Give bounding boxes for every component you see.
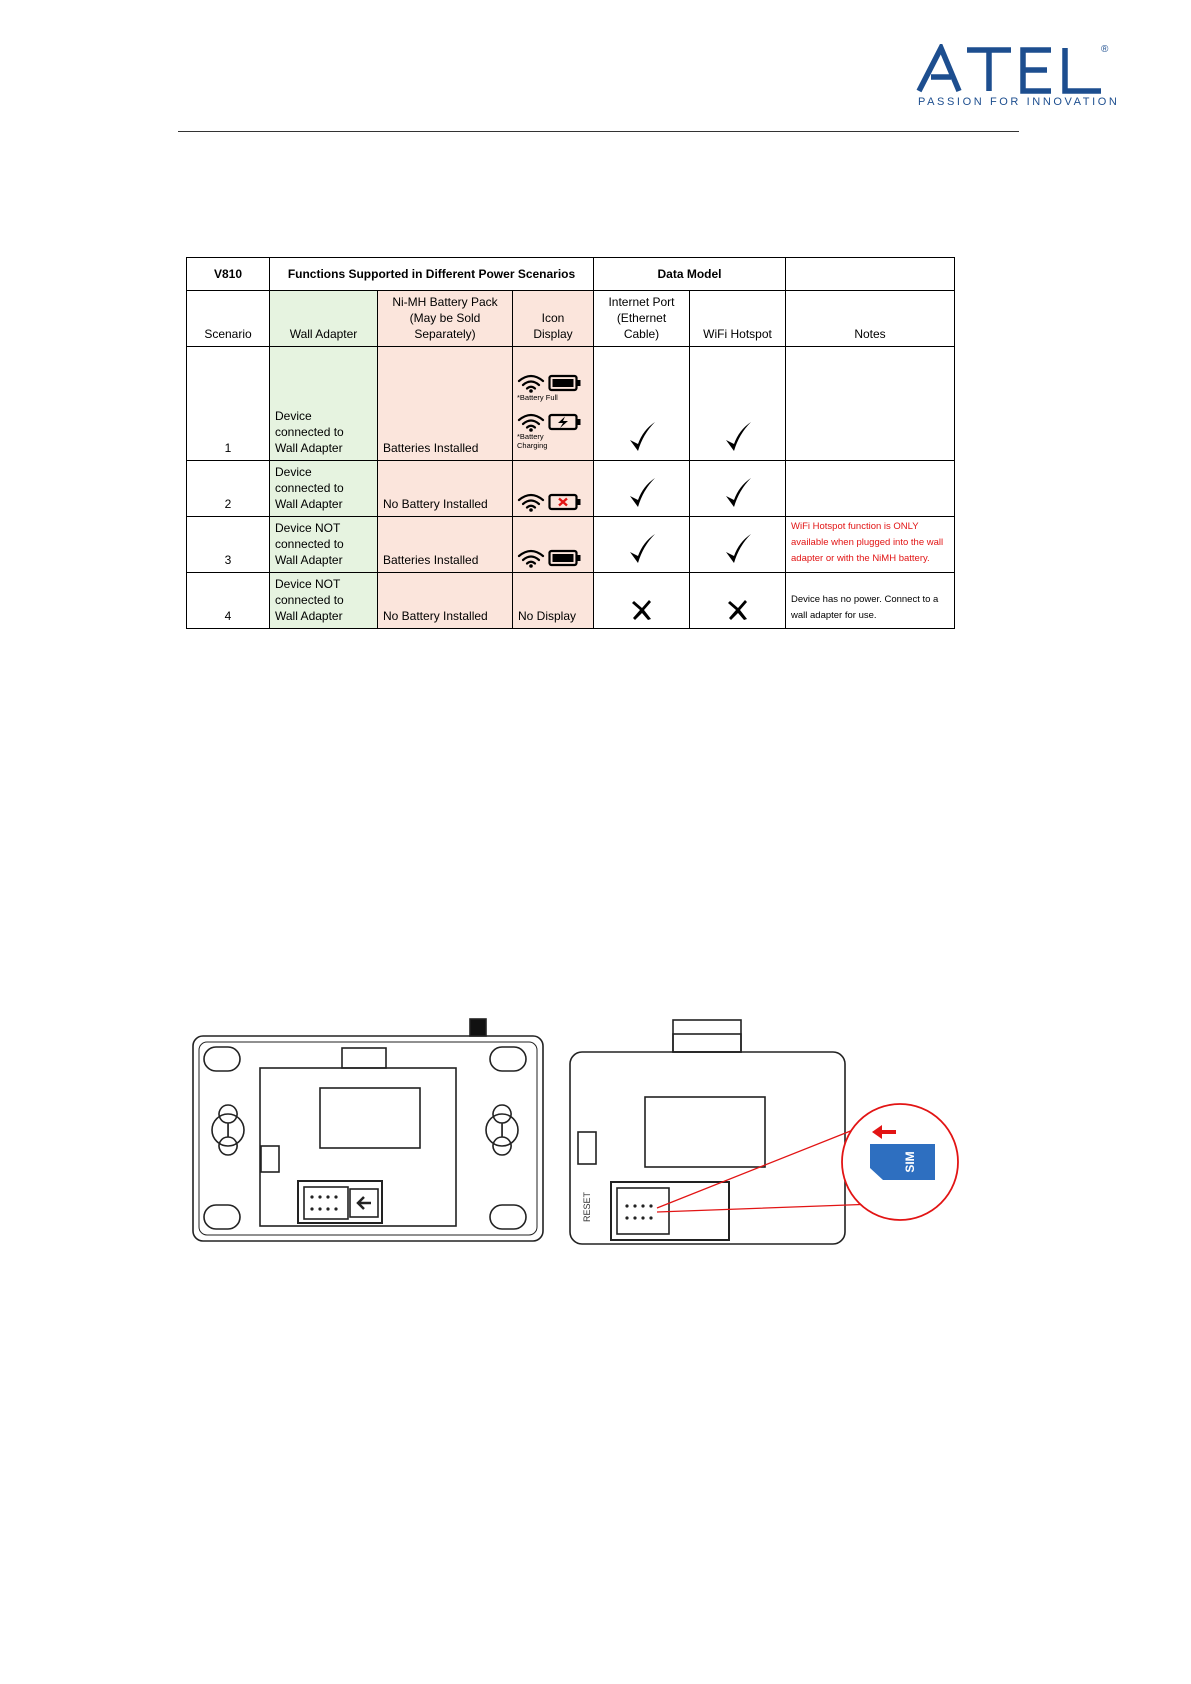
icon-display-cell: No Display	[513, 573, 594, 629]
power-scenarios-table	[186, 257, 955, 629]
internet-port-cell	[594, 517, 690, 573]
scenario-number: 4	[187, 573, 270, 629]
wifi-icon	[517, 412, 545, 432]
checkmark-icon	[627, 532, 657, 566]
notes-cell	[786, 347, 955, 461]
cross-mark-icon	[726, 598, 750, 622]
wall-line: connected to	[275, 481, 344, 495]
registered-mark: ®	[1101, 44, 1109, 55]
atel-logo-mark	[915, 44, 1110, 94]
wifi-hotspot-cell	[690, 461, 786, 517]
wall-line: connected to	[275, 425, 344, 439]
sim-label: SIM	[903, 1151, 917, 1173]
header-rule	[178, 131, 1019, 132]
wall-adapter-cell	[270, 461, 378, 517]
battery-cell: No Battery Installed	[378, 573, 513, 629]
data-model-header: Data Model	[594, 258, 786, 291]
wall-line: Wall Adapter	[275, 497, 343, 511]
wall-adapter-cell	[270, 517, 378, 573]
icon-display-cell	[513, 347, 594, 461]
icon-display-cell	[513, 517, 594, 573]
battery-cell: Batteries Installed	[378, 347, 513, 461]
internet-header-line: Cable)	[623, 327, 660, 341]
reset-label: RESET	[582, 1191, 592, 1222]
internet-port-cell	[594, 347, 690, 461]
wall-adapter-cell	[270, 347, 378, 461]
caption-line: *Battery	[517, 432, 544, 441]
wifi-hotspot-cell	[690, 517, 786, 573]
battery-header-line: Ni-MH Battery Pack	[392, 295, 498, 309]
checkmark-icon	[627, 476, 657, 510]
wall-adapter-header: Wall Adapter	[270, 291, 378, 347]
column-header-row	[187, 291, 955, 347]
wall-line: Wall Adapter	[275, 553, 343, 567]
scenario-header: Scenario	[187, 291, 270, 347]
wall-line: Device NOT	[275, 577, 341, 591]
sim-install-illustration	[565, 1012, 965, 1247]
internet-header-line: (Ethernet	[616, 311, 667, 325]
table-row	[187, 461, 955, 517]
atel-logo	[915, 44, 1120, 114]
wifi-icon	[517, 492, 545, 512]
checkmark-icon	[723, 532, 753, 566]
wall-line: Wall Adapter	[275, 609, 343, 623]
wifi-icon	[517, 373, 545, 393]
battery-full-icon	[548, 374, 582, 392]
wall-line: Device	[275, 465, 312, 479]
notes-cell	[786, 461, 955, 517]
internet-port-header	[594, 291, 690, 347]
battery-header-line: Separately)	[414, 327, 476, 341]
icon-header-line: Display	[533, 327, 573, 341]
table-row	[187, 347, 955, 461]
icon-display-header	[513, 291, 594, 347]
wall-adapter-cell	[270, 573, 378, 629]
caption-line: Charging	[517, 441, 548, 450]
battery-header-line: (May be Sold	[409, 311, 481, 325]
scenario-number: 1	[187, 347, 270, 461]
cross-mark-icon	[630, 598, 654, 622]
table-row	[187, 573, 955, 629]
functions-header: Functions Supported in Different Power Scenarios	[270, 258, 594, 291]
checkmark-icon	[627, 420, 657, 454]
scenario-number: 2	[187, 461, 270, 517]
battery-full-icon	[548, 549, 582, 567]
notes-cell: WiFi Hotspot function is ONLY available when plugged into the wall adapter or with the NiMH battery.	[786, 517, 955, 573]
wifi-hotspot-header: WiFi Hotspot	[690, 291, 786, 347]
battery-pack-header	[378, 291, 513, 347]
notes-cell: Device has no power. Connect to a wall adapter for use.	[786, 573, 955, 629]
model-cell: V810	[187, 258, 270, 291]
wall-line: Device	[275, 409, 312, 423]
battery-missing-icon	[548, 493, 582, 511]
internet-port-cell	[594, 573, 690, 629]
icon-header-line: Icon	[541, 311, 565, 325]
internet-header-line: Internet Port	[608, 295, 675, 309]
wall-line: Wall Adapter	[275, 441, 343, 455]
battery-cell: Batteries Installed	[378, 517, 513, 573]
table-row	[187, 517, 955, 573]
empty-header-cell	[786, 258, 955, 291]
logo-tagline: PASSION FOR INNOVATION	[918, 96, 1120, 108]
internet-port-cell	[594, 461, 690, 517]
table-title-row	[187, 258, 955, 291]
icon-display-cell	[513, 461, 594, 517]
wall-line: Device NOT	[275, 521, 341, 535]
scenario-number: 3	[187, 517, 270, 573]
notes-header: Notes	[786, 291, 955, 347]
checkmark-icon	[723, 476, 753, 510]
wifi-hotspot-cell	[690, 573, 786, 629]
battery-cell: No Battery Installed	[378, 461, 513, 517]
wifi-hotspot-cell	[690, 347, 786, 461]
battery-charging-icon	[548, 413, 582, 431]
wall-line: connected to	[275, 593, 344, 607]
wifi-icon	[517, 548, 545, 568]
battery-full-caption: *Battery Full	[517, 393, 558, 402]
battery-charging-caption	[517, 432, 589, 450]
wall-line: connected to	[275, 537, 344, 551]
checkmark-icon	[723, 420, 753, 454]
device-back-illustration	[190, 1015, 550, 1245]
